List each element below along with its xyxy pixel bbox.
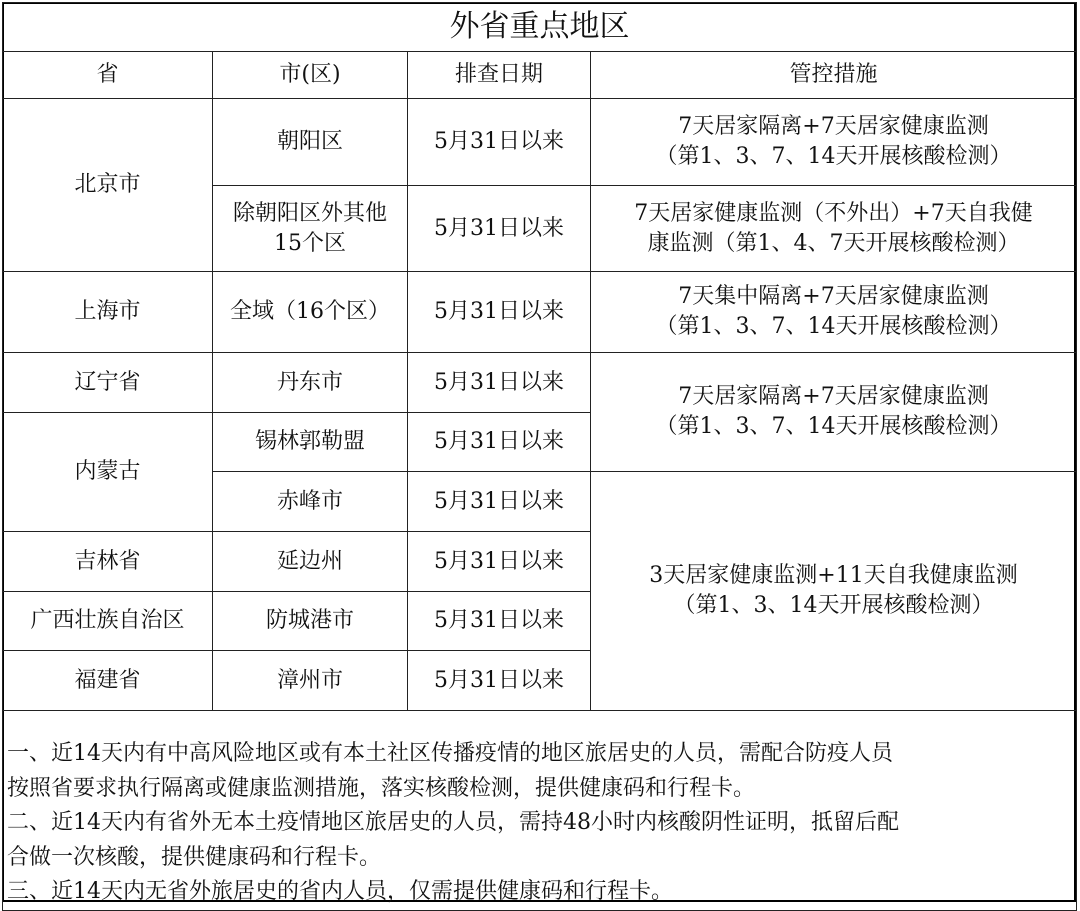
province-cell: 辽宁省 [3,353,213,413]
date-cell: 5月31日以来 [408,413,591,472]
measure-cell [591,353,1077,472]
city-cell: 防城港市 [213,592,408,651]
city-cell: 延边州 [213,532,408,592]
measure-cell [591,186,1077,272]
note-line: 三、近14天内无省外旅居史的省内人员，仅需提供健康码和行程卡。 [7,879,673,904]
province-cell: 广西壮族自治区 [3,592,213,651]
city-cell: 全域（16个区） [213,272,408,353]
city-line: 15个区 [274,230,346,256]
date-cell: 5月31日以来 [408,272,591,353]
notes-cell [3,711,1077,911]
measure-line: 7天居家隔离+7天居家健康监测 [678,384,989,409]
note-line: 合做一次核酸，提供健康码和行程卡。 [7,844,382,870]
table-title: 外省重点地区 [3,3,1077,52]
city-cell: 锡林郭勒盟 [213,413,408,472]
regions-table [2,2,1077,911]
city-cell [213,186,408,272]
measure-line: （第1、3、7、14天开展核酸检测） [655,144,1012,169]
province-cell: 内蒙古 [3,413,213,532]
header-measure: 管控措施 [591,52,1077,99]
province-cell: 北京市 [3,99,213,272]
measure-line: （第1、3、14天开展核酸检测） [673,593,994,618]
policy-sheet [2,2,1076,902]
measure-line: 7天居家隔离+7天居家健康监测 [678,114,989,139]
note-line: 二、近14天内有省外无本土疫情地区旅居史的人员，需持48小时内核酸阴性证明，抵留后配 [7,810,899,835]
province-cell: 上海市 [3,272,213,353]
city-cell: 赤峰市 [213,472,408,532]
province-cell: 吉林省 [3,532,213,592]
city-line: 除朝阳区外其他 [232,200,387,226]
measure-line: （第1、3、7、14天开展核酸检测） [655,414,1012,439]
note-line: 一、近14天内有中高风险地区或有本土社区传播疫情的地区旅居史的人员，需配合防疫人员 [7,741,893,766]
date-cell: 5月31日以来 [408,592,591,651]
header-city: 市(区) [213,52,408,99]
city-cell: 漳州市 [213,651,408,711]
date-cell: 5月31日以来 [408,472,591,532]
date-cell: 5月31日以来 [408,99,591,186]
province-cell: 福建省 [3,651,213,711]
city-cell: 丹东市 [213,353,408,413]
measure-cell [591,272,1077,353]
city-cell: 朝阳区 [213,99,408,186]
date-cell: 5月31日以来 [408,353,591,413]
header-date: 排查日期 [408,52,591,99]
measure-cell [591,99,1077,186]
header-province: 省 [3,52,213,99]
date-cell: 5月31日以来 [408,532,591,592]
measure-line: （第1、3、7、14天开展核酸检测） [655,314,1012,339]
date-cell: 5月31日以来 [408,186,591,272]
measure-line: 7天集中隔离+7天居家健康监测 [678,284,989,309]
measure-line: 康监测（第1、4、7天开展核酸检测） [647,230,1020,256]
measure-line: 7天居家健康监测（不外出）+7天自我健 [634,200,1033,226]
note-line: 按照省要求执行隔离或健康监测措施，落实核酸检测，提供健康码和行程卡。 [7,775,756,801]
measure-line: 3天居家健康监测+11天自我健康监测 [649,563,1018,588]
measure-cell [591,472,1077,711]
date-cell: 5月31日以来 [408,651,591,711]
